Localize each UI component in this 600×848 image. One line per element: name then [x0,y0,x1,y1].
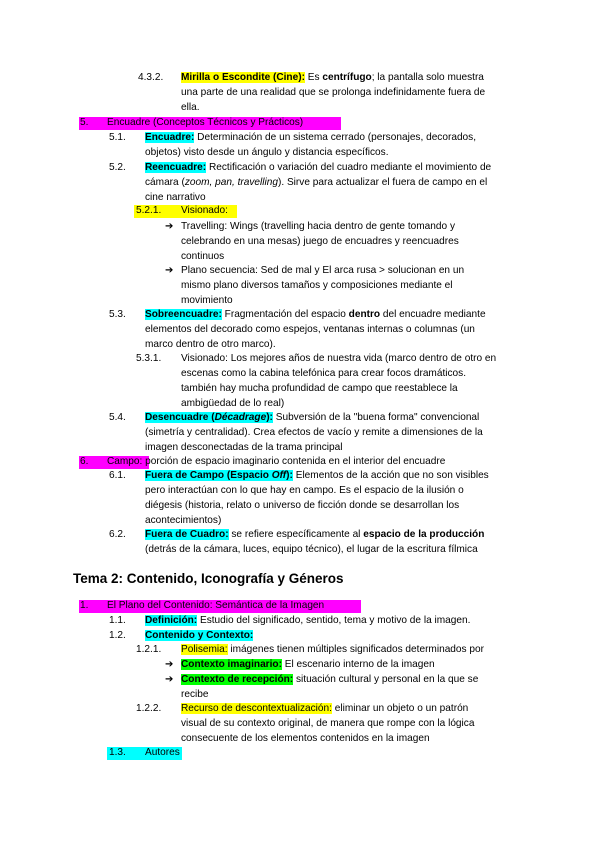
term-highlight: Reencuadre: [145,162,207,173]
arrow-bullet-icon: ➔ [165,674,174,685]
item-number: 1.1. [109,615,126,626]
text-line: ella. [181,102,200,113]
item-number: 5.2.1. [136,205,162,216]
text-span: Es [304,72,323,83]
text-line [181,658,435,672]
text-line: movimiento [181,295,233,306]
term-highlight [145,412,273,423]
term-highlight: Mirilla o Escondite (Cine): [181,72,305,83]
text-span: ): [266,412,273,423]
text-span: se refiere específicamente al [228,529,364,540]
section-heading: El Plano del Contenido: Semántica de la Imagen [107,600,325,611]
text-span: Elementos de la acción que no son visibles [292,470,489,481]
bold-word: espacio de la producción [363,529,485,540]
text-span: porción de espacio imaginario contenida en el interior del encuadre [142,456,446,467]
text-line: Travelling: Wings (travelling hacia dentro de gente tomando y [181,221,455,232]
item-number: 1. [80,600,89,611]
text-line: Visionado: [181,205,228,216]
text-line: diégesis (historia, relato o universo de ficción donde se desarrollan los [145,500,460,511]
text-line: ambigüedad de lo real) [181,398,285,409]
italic-span: Décadrage [214,412,267,423]
term-highlight: Encuadre: [145,132,195,143]
term-highlight: Definición: [145,615,198,626]
text-line [181,702,468,716]
text-span: Fragmentación del espacio [221,309,349,320]
text-line: (detrás de la cámara, luces, equipo técnico), el lugar de la escritura fílmica [145,544,478,555]
text-line [145,308,486,322]
text-span: situación cultural y personal en la que se [293,674,479,685]
text-span: Subversión de la "buena forma" convencional [272,412,480,423]
text-line: Autores [145,747,180,758]
text-line: pero interactúan con lo que hay en campo. Es el espacio de la ilusión o [145,485,464,496]
item-number: 5.3. [109,309,126,320]
section-title: Tema 2: Contenido, Iconografía y Géneros [73,571,344,586]
arrow-bullet-icon: ➔ [165,221,174,232]
text-line: cine narrativo [145,192,206,203]
item-number: 1.2.2. [136,703,162,714]
text-line: Visionado: Los mejores años de nuestra vida (marco dentro de otro en [181,353,497,364]
text-line: celebrando en una mesas) juego de encuadres y reencuadres [181,236,459,247]
term-highlight [145,470,293,481]
item-number: 6.1. [109,470,126,481]
text-span: cámara ( [145,177,185,188]
arrow-bullet-icon: ➔ [165,659,174,670]
text-line [145,614,470,628]
text-line: imagen desconectadas de la trama principal [145,442,343,453]
text-line [181,673,478,687]
text-line: una parte de una realidad que se prolonga indefinidamente fuera de [181,87,486,98]
item-number: 5.4. [109,412,126,423]
italic-span: Off [271,470,287,481]
text-line [145,131,476,145]
text-line: acontecimientos) [145,515,222,526]
term-highlight: Contenido y Contexto: [145,630,254,641]
section-heading: Encuadre (Conceptos Técnicos y Prácticos) [107,117,304,128]
term-highlight: Polisemia: [181,644,228,655]
text-span: del encuadre mediante [380,309,486,320]
text-line [181,71,484,85]
text-span: ; la pantalla solo muestra [371,72,484,83]
text-span: ). Sirve para actualizar el fuera de campo en el [277,177,488,188]
text-span: Estudio del significado, sentido, tema y motivo de la imagen. [197,615,471,626]
term-highlight: Fuera de Cuadro: [145,529,229,540]
item-number: 5. [80,117,89,128]
text-span: Determinación de un sistema cerrado (personajes, decorados, [194,132,477,143]
text-line: también hay mucha profundidad de campo que reestablece la [181,383,458,394]
italic-span: zoom, pan, travelling [184,177,278,188]
item-number: 5.1. [109,132,126,143]
text-line: recibe [181,689,209,700]
arrow-bullet-icon: ➔ [165,265,174,276]
term-highlight: Contexto de recepción: [181,674,294,685]
text-line: elementos del decorado como espejos, ventanas internas o columnas (un [145,324,475,335]
text-line: consecuente de los elementos contenidos en la imagen [181,733,430,744]
item-number: 6. [80,456,89,467]
bold-word: centrífugo [322,72,372,83]
text-line [145,411,479,425]
text-line [107,455,445,469]
text-line [145,176,487,190]
item-number: 1.2. [109,630,126,641]
text-line: Plano secuencia: Sed de mal y El arca rusa > solucionan en un [181,265,465,276]
item-number: 4.3.2. [138,72,164,83]
text-span: Fuera de Campo (Espacio [145,470,272,481]
text-span: Campo: [107,456,143,467]
text-line: marco dentro de otro marco). [145,339,276,350]
text-span: Rectificación o variación del cuadro mediante el movimiento de [206,162,492,173]
text-span: imágenes tienen múltiples significados determinados por [227,644,484,655]
item-number: 1.3. [109,747,126,758]
bold-word: dentro [348,309,381,320]
term-highlight: Sobreencuadre: [145,309,222,320]
text-span: ): [286,470,293,481]
text-span: eliminar un objeto o un patrón [331,703,469,714]
item-number: 5.3.1. [136,353,162,364]
item-number: 1.2.1. [136,644,162,655]
text-line: (simetría y centralidad). Crea efectos de vacío y remite a dimensiones de la [145,427,483,438]
item-number: 5.2. [109,162,126,173]
text-line: continuos [181,251,225,262]
text-line: visual de su contexto original, de manera que rompe con la lógica [181,718,475,729]
text-span: Desencuadre ( [145,412,215,423]
text-line [145,161,491,175]
text-line: mismo plano diversos tamaños y composiciones mediante el [181,280,453,291]
text-line [181,643,484,657]
text-line [145,528,484,542]
item-number: 6.2. [109,529,126,540]
text-span: El escenario interno de la imagen [281,659,435,670]
text-line [145,469,489,483]
text-line: objetos) visto desde un ángulo y distancia específicos. [145,147,389,158]
text-line: escenas como la cabina telefónica para crear focos dramáticos. [181,368,467,379]
text-line [145,629,253,643]
term-highlight: Recurso de descontextualización: [181,703,332,714]
term-highlight: Contexto imaginario: [181,659,282,670]
